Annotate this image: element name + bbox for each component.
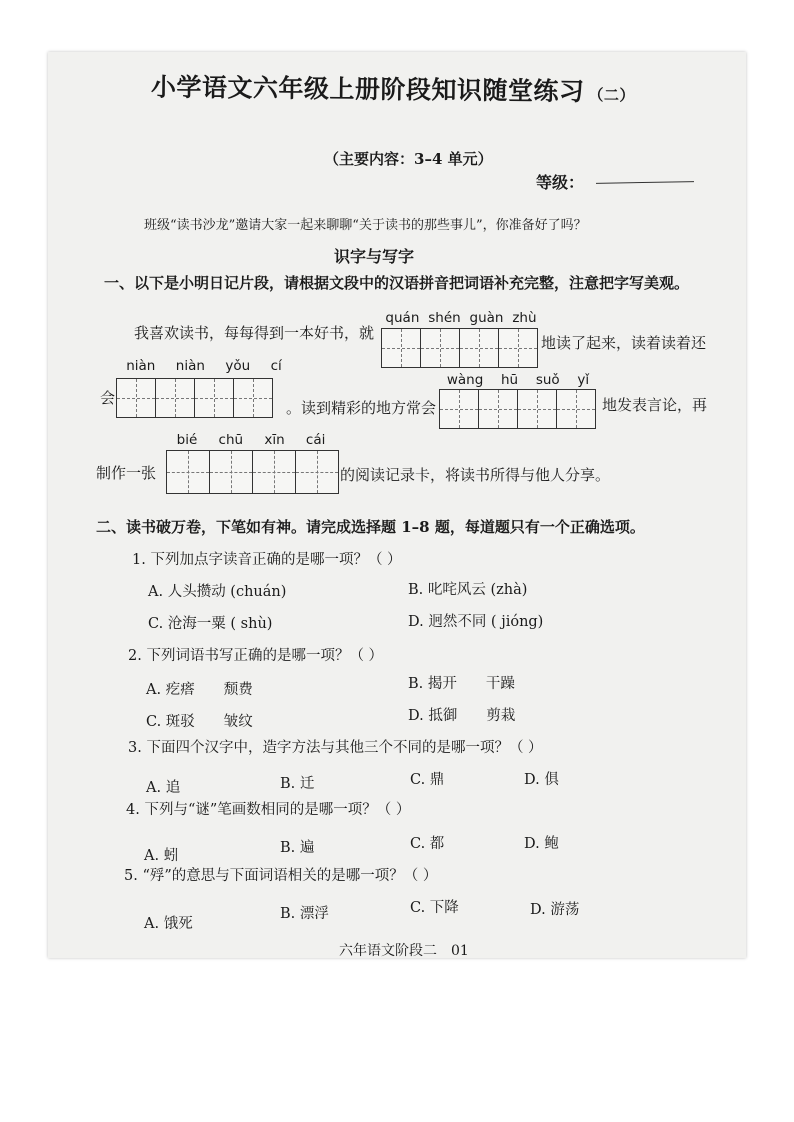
pinyin-syllable: chū — [218, 432, 244, 448]
q2-option-c[interactable]: C. 斑驳 皱纹 — [146, 714, 253, 730]
writing-cell[interactable] — [296, 451, 338, 493]
writing-cell[interactable] — [210, 451, 253, 493]
pinyin-syllable: guàn — [469, 310, 504, 326]
writing-boxes-1[interactable] — [381, 328, 538, 368]
pinyin-group-2 — [116, 358, 292, 374]
pinyin-syllable: niàn — [126, 358, 156, 374]
writing-cell[interactable] — [499, 329, 537, 367]
writing-cell[interactable] — [167, 451, 210, 493]
section-title: 识字与写字 — [334, 247, 415, 266]
title-suffix: （二） — [588, 86, 636, 105]
writing-cell[interactable] — [479, 390, 518, 428]
question-2: 2. 下列词语书写正确的是哪一项？（ ） — [128, 648, 384, 664]
writing-cell[interactable] — [440, 390, 479, 428]
q4-option-d[interactable]: D. 鲍 — [524, 836, 559, 852]
question-5: 5. “殍”的意思与下面词语相关的是哪一项？（ ） — [124, 868, 438, 884]
grade-blank — [596, 181, 694, 184]
pinyin-syllable: yǒu — [225, 358, 251, 374]
pinyin-syllable: wàng — [446, 372, 484, 388]
writing-cell[interactable] — [460, 329, 499, 367]
pinyin-syllable: xīn — [264, 432, 285, 448]
q1-option-c[interactable]: C. 沧海一粟 ( shù) — [148, 616, 273, 632]
question-3: 3. 下面四个汉字中，造字方法与其他三个不同的是哪一项？（ ） — [128, 740, 543, 756]
q4-option-c[interactable]: C. 都 — [410, 836, 445, 852]
q3-option-b[interactable]: B. 迁 — [280, 776, 315, 792]
line3-after: 的阅读记录卡，将读书所得与他人分享。 — [340, 466, 611, 484]
q5-option-a[interactable]: A. 饿死 — [144, 916, 193, 932]
q2-option-d[interactable]: D. 抵御 剪栽 — [408, 708, 516, 724]
part1-heading: 一、以下是小明日记片段，请根据文段中的汉语拼音把词语补充完整，注意把字写美观。 — [104, 274, 690, 292]
q3-option-a[interactable]: A. 追 — [146, 780, 181, 796]
q1-option-d[interactable]: D. 迥然不同 ( jióng) — [408, 614, 544, 630]
question-4: 4. 下列与“谜”笔画数相同的是哪一项？（ ） — [126, 802, 411, 818]
writing-cell[interactable] — [156, 379, 195, 417]
question-1: 1. 下列加点字读音正确的是哪一项？（ ） — [132, 552, 402, 568]
pinyin-group-3 — [438, 372, 598, 388]
q5-option-c[interactable]: C. 下降 — [410, 900, 459, 916]
page-subtitle: （主要内容：3–4 单元） — [324, 150, 493, 168]
pinyin-syllable: zhù — [512, 310, 537, 326]
writing-cell[interactable] — [253, 451, 296, 493]
pinyin-syllable: yǐ — [577, 372, 590, 388]
writing-cell[interactable] — [195, 379, 234, 417]
pinyin-syllable: suǒ — [535, 372, 560, 388]
pinyin-syllable: cí — [270, 358, 282, 374]
q3-option-d[interactable]: D. 俱 — [524, 772, 559, 788]
q2-option-a[interactable]: A. 疙瘩 颓费 — [146, 682, 253, 698]
line2-after: 地发表言论，再 — [602, 396, 708, 414]
writing-cell[interactable] — [117, 379, 156, 417]
pinyin-group-4 — [166, 432, 336, 448]
part2-heading: 二、读书破万卷，下笔如有神。请完成选择题 1–8 题，每道题只有一个正确选项。 — [96, 518, 645, 536]
pinyin-syllable: cái — [305, 432, 326, 448]
writing-cell[interactable] — [421, 329, 460, 367]
writing-cell[interactable] — [234, 379, 272, 417]
q1-option-b[interactable]: B. 叱咤风云 (zhà) — [408, 582, 528, 598]
line1-after: 地读了起来，读着读着还 — [541, 334, 707, 352]
pinyin-group-1 — [381, 310, 541, 326]
q4-option-b[interactable]: B. 遍 — [280, 840, 315, 856]
writing-cell[interactable] — [557, 390, 595, 428]
pinyin-syllable: bié — [176, 432, 198, 448]
intro-text: 班级“读书沙龙”邀请大家一起来聊聊“关于读书的那些事儿”，你准备好了吗？ — [144, 218, 587, 233]
page-footer: 六年语文阶段二 01 — [339, 943, 469, 959]
q5-option-b[interactable]: B. 漂浮 — [280, 906, 329, 922]
pinyin-syllable: hū — [501, 372, 519, 388]
writing-boxes-3[interactable] — [439, 389, 596, 429]
pinyin-syllable: shén — [428, 310, 461, 326]
pinyin-syllable: quán — [385, 310, 420, 326]
line2-start: 会 — [100, 389, 116, 407]
writing-cell[interactable] — [382, 329, 421, 367]
q3-option-c[interactable]: C. 鼎 — [410, 772, 445, 788]
grade-label: 等级： — [536, 173, 585, 192]
q5-option-d[interactable]: D. 游荡 — [530, 902, 580, 918]
q4-option-a[interactable]: A. 蚓 — [144, 848, 179, 864]
writing-boxes-2[interactable] — [116, 378, 273, 418]
worksheet-page — [48, 52, 746, 958]
line3-start: 制作一张 — [96, 464, 157, 482]
q2-option-b[interactable]: B. 揭开 干躁 — [408, 676, 515, 692]
page-title: 小学语文六年级上册阶段知识随堂练习 （二） — [150, 72, 636, 107]
pinyin-syllable: niàn — [175, 358, 205, 374]
writing-boxes-4[interactable] — [166, 450, 339, 494]
line1-text: 我喜欢读书，每每得到一本好书，就 — [134, 324, 375, 342]
q1-option-a[interactable]: A. 人头攒动 (chuán) — [148, 584, 287, 600]
line2-mid: 。读到精彩的地方常会 — [286, 399, 437, 417]
writing-cell[interactable] — [518, 390, 557, 428]
